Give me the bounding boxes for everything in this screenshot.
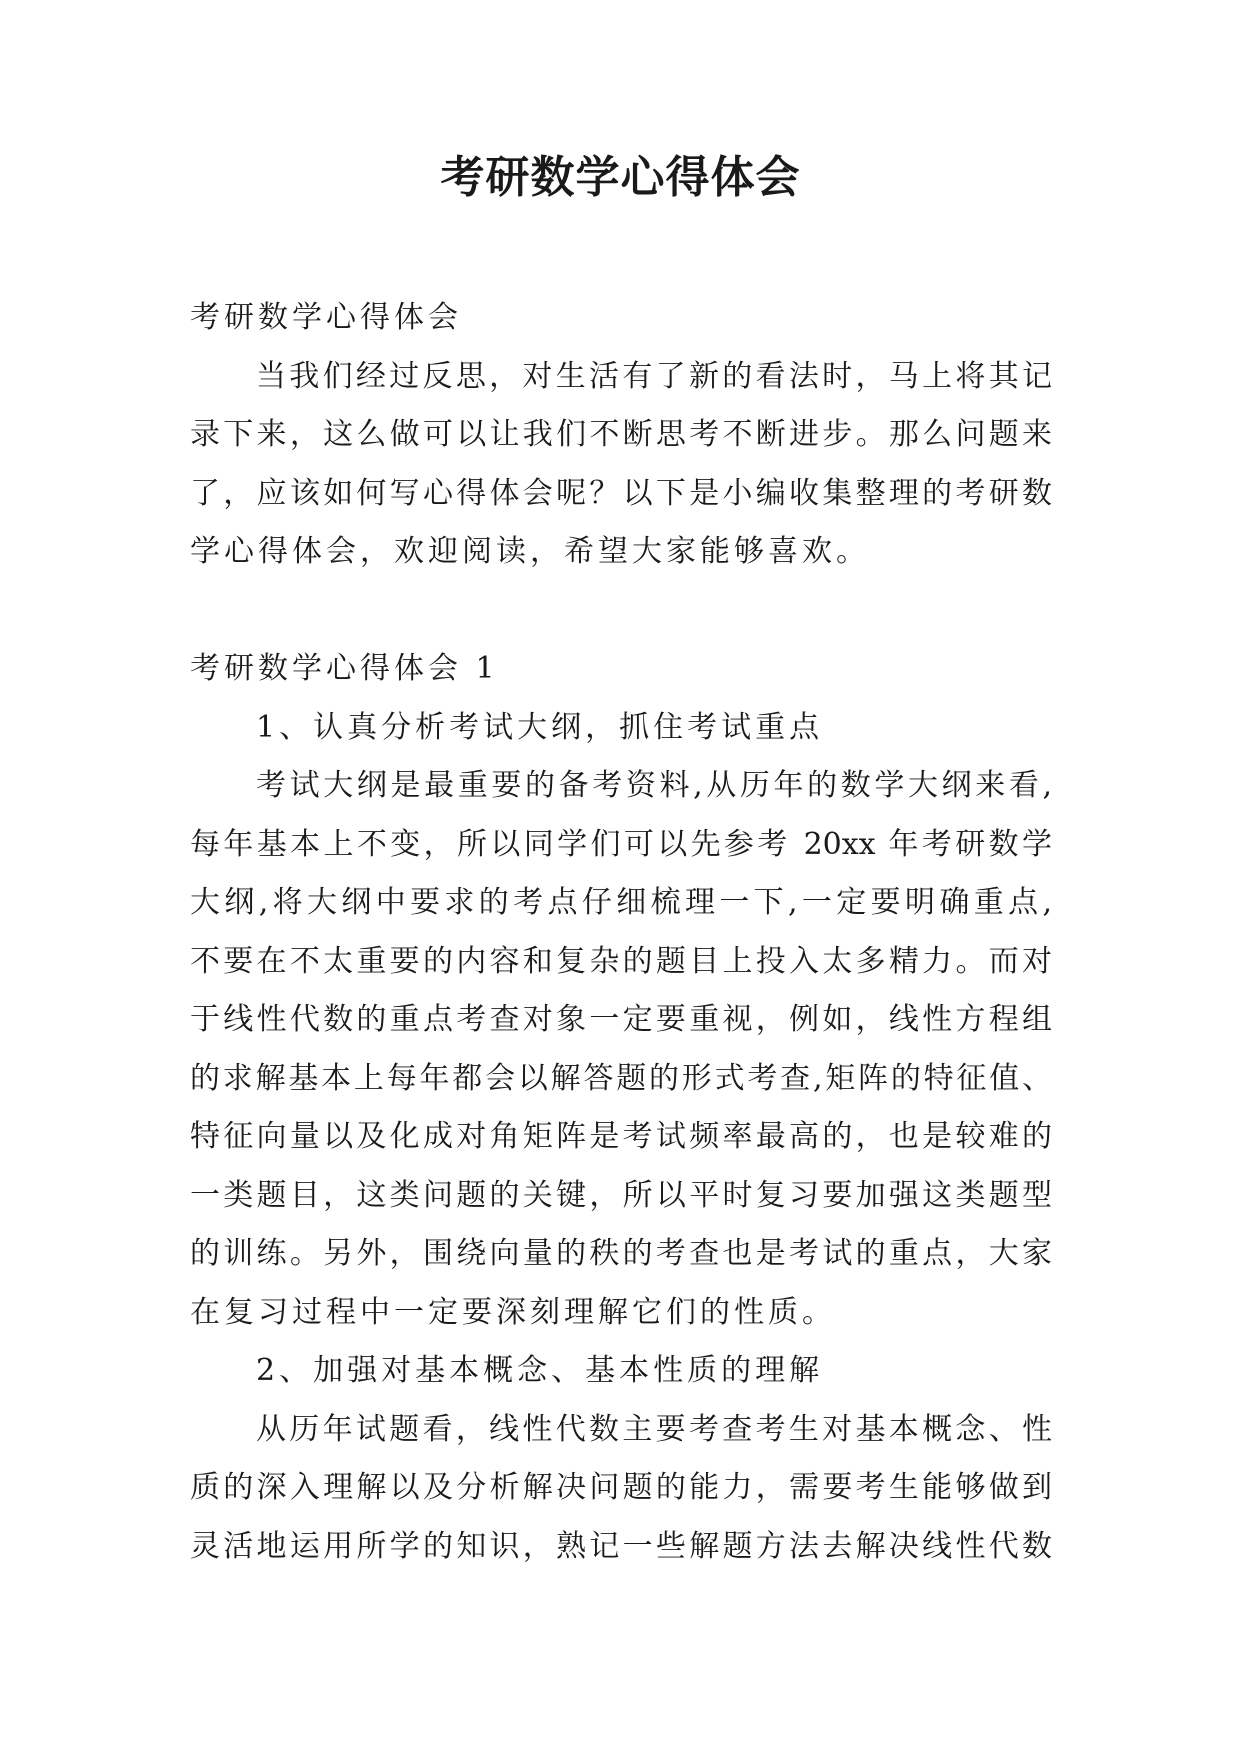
document-subtitle: 考研数学心得体会 xyxy=(190,300,462,335)
point-heading: 1、认真分析考试大纲，抓住考试重点 xyxy=(256,709,824,745)
intro-line: 学心得体会，欢迎阅读，希望大家能够喜欢。 xyxy=(190,534,870,569)
paragraph-line: 特征向量以及化成对角矩阵是考试频率最高的，也是较难的 xyxy=(190,1119,1052,1154)
paragraph-line: 不要在不太重要的内容和复杂的题目上投入太多精力。而对 xyxy=(190,943,1052,979)
paragraph-line: 的训练。另外，围绕向量的秩的考查也是考试的重点，大家 xyxy=(190,1236,1052,1271)
paragraph-line: 于线性代数的重点考查对象一定要重视，例如，线性方程组 xyxy=(190,1002,1052,1037)
paragraph-line: 从历年试题看，线性代数主要考查考生对基本概念、性 xyxy=(256,1411,1052,1447)
paragraph-line: 大纲,将大纲中要求的考点仔细梳理一下,一定要明确重点, xyxy=(190,885,1052,920)
paragraph-line: 每年基本上不变，所以同学们可以先参考 20xx 年考研数学 xyxy=(190,826,1052,862)
paragraph-line: 考试大纲是最重要的备考资料,从历年的数学大纲来看, xyxy=(256,768,1052,803)
intro-line: 了，应该如何写心得体会呢？以下是小编收集整理的考研数 xyxy=(190,475,1052,511)
blank-line xyxy=(190,582,1052,641)
paragraph-line: 的求解基本上每年都会以解答题的形式考查,矩阵的特征值、 xyxy=(190,1060,1052,1096)
paragraph-line: 在复习过程中一定要深刻理解它们的性质。 xyxy=(190,1294,836,1330)
intro-line: 当我们经过反思，对生活有了新的看法时，马上将其记 xyxy=(256,358,1052,394)
point-heading: 2、加强对基本概念、基本性质的理解 xyxy=(256,1353,824,1388)
paragraph-line: 质的深入理解以及分析解决问题的能力，需要考生能够做到 xyxy=(190,1470,1052,1505)
section-heading: 考研数学心得体会 1 xyxy=(190,651,499,686)
intro-line: 录下来，这么做可以让我们不断思考不断进步。那么问题来 xyxy=(190,417,1052,452)
document-title: 考研数学心得体会 xyxy=(440,152,801,203)
paragraph-line: 一类题目，这类问题的关键，所以平时复习要加强这类题型 xyxy=(190,1177,1052,1213)
paragraph-line: 灵活地运用所学的知识，熟记一些解题方法去解决线性代数 xyxy=(190,1528,1052,1564)
document-body xyxy=(190,289,1052,1576)
